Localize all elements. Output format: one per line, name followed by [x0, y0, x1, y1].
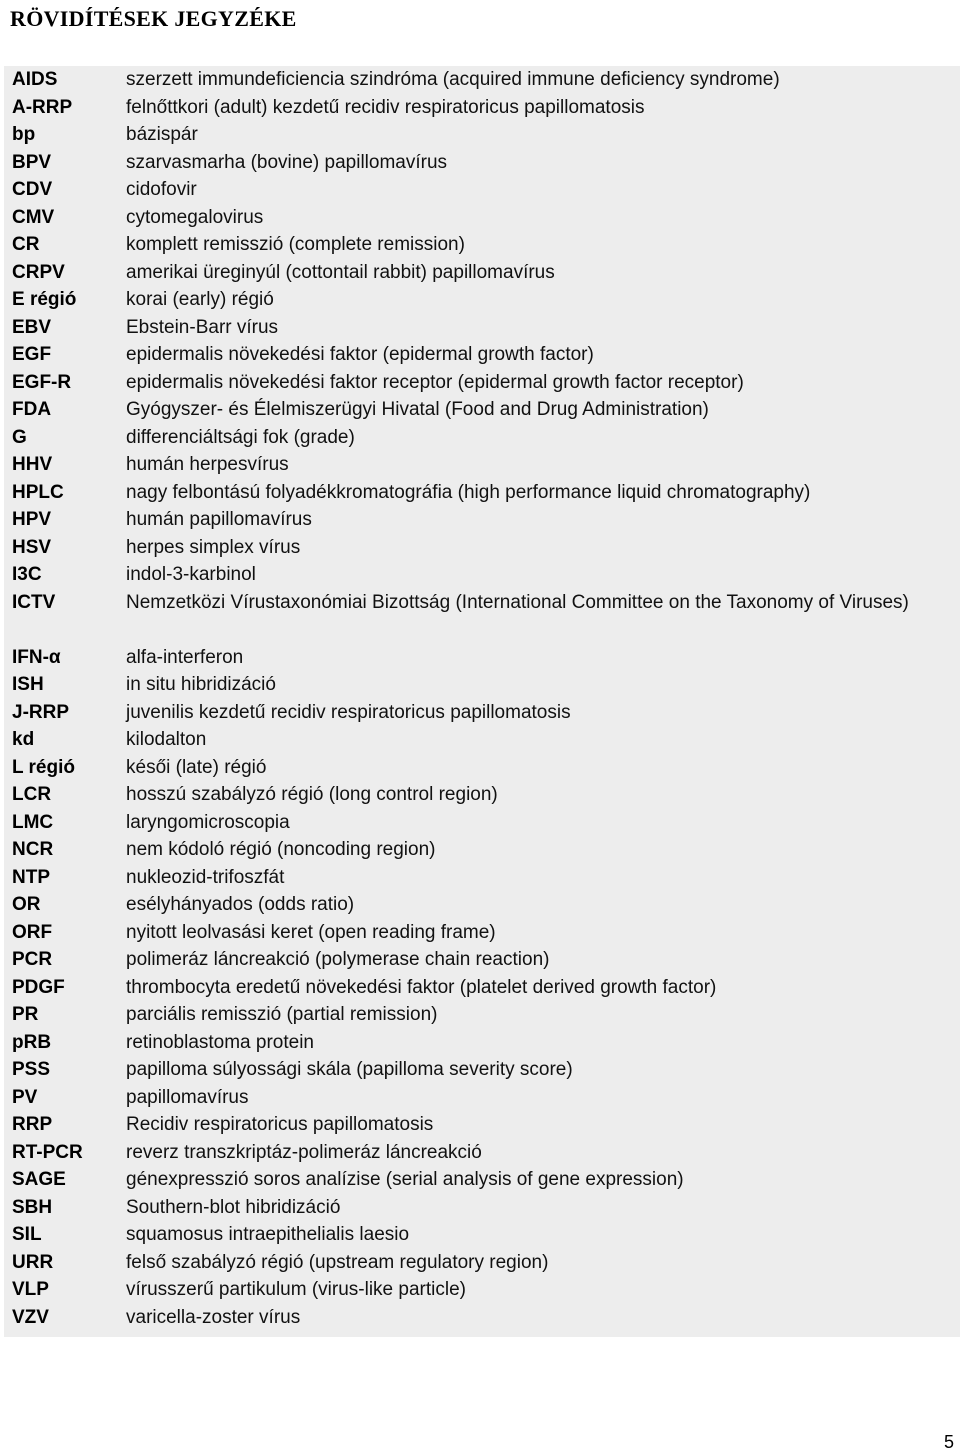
- abbreviation-definition: humán herpesvírus: [126, 454, 289, 475]
- abbreviation-definition: korai (early) régió: [126, 289, 274, 310]
- abbreviation-definition: vírusszerű partikulum (virus-like particle): [126, 1279, 466, 1300]
- abbreviation: SIL: [12, 1224, 42, 1245]
- table-row: [4, 781, 960, 809]
- abbreviation-definition: Recidiv respiratoricus papillomatosis: [126, 1114, 434, 1135]
- abbreviation-definition: differenciáltsági fok (grade): [126, 426, 355, 448]
- table-row: [4, 314, 960, 342]
- abbreviation-definition: Nemzetközi Vírustaxonómiai Bizottság (International Committee on the Taxonomy of Viruses): [126, 591, 909, 613]
- table-row: [4, 1029, 960, 1057]
- abbreviation: URR: [12, 1251, 54, 1273]
- abbreviation: HPV: [12, 509, 52, 530]
- abbreviation: PSS: [12, 1059, 51, 1080]
- abbreviation: AIDS: [12, 69, 58, 90]
- abbreviation: EGF: [12, 344, 52, 365]
- table-row: [4, 286, 960, 314]
- page-title: RÖVIDÍTÉSEK JEGYZÉKE: [10, 6, 297, 31]
- abbreviation: CDV: [12, 179, 53, 200]
- abbreviation: I3C: [12, 564, 42, 585]
- abbreviation-definition: herpes simplex vírus: [126, 536, 301, 558]
- table-row: [4, 1001, 960, 1029]
- table-row: [4, 204, 960, 232]
- abbreviation-definition: cytomegalovirus: [126, 206, 264, 228]
- abbreviation-definition: epidermalis növekedési faktor receptor (epidermal growth factor receptor): [126, 371, 744, 393]
- abbreviation-definition: laryngomicroscopia: [126, 811, 290, 833]
- abbreviation: RRP: [12, 1114, 53, 1135]
- abbreviation-table: [4, 66, 960, 1337]
- abbreviation-definition: nukleozid-trifoszfát: [126, 866, 285, 888]
- abbreviation: PV: [12, 1086, 38, 1108]
- abbreviation: ICTV: [12, 591, 56, 613]
- abbreviation: ISH: [12, 674, 44, 695]
- abbreviation: VLP: [12, 1279, 49, 1300]
- abbreviation-definition: varicella-zoster vírus: [126, 1306, 301, 1328]
- abbreviation-definition: in situ hibridizáció: [126, 674, 276, 695]
- table-row: [4, 974, 960, 1002]
- table-row: [4, 1221, 960, 1249]
- table-row: [4, 424, 960, 452]
- abbreviation-definition: szarvasmarha (bovine) papillomavírus: [126, 151, 448, 173]
- abbreviation-definition: nagy felbontású folyadékkromatográfia (high performance liquid chromatography): [126, 481, 811, 503]
- abbreviation-definition: felnőttkori (adult) kezdetű recidiv respiratoricus papillomatosis: [126, 96, 645, 118]
- table-row: [4, 891, 960, 919]
- table-row: [4, 809, 960, 837]
- abbreviation: pRB: [12, 1031, 52, 1053]
- abbreviation-definition: késői (late) régió: [126, 756, 267, 778]
- abbreviation-definition: humán papillomavírus: [126, 509, 312, 530]
- abbreviation-definition: squamosus intraepithelialis laesio: [126, 1224, 410, 1245]
- abbreviation: PDGF: [12, 976, 65, 998]
- table-row: [4, 1056, 960, 1084]
- abbreviation: PCR: [12, 949, 53, 970]
- abbreviation: E régió: [12, 289, 77, 310]
- abbreviation-definition: génexpresszió soros analízise (serial analysis of gene expression): [126, 1169, 684, 1190]
- table-row: [4, 561, 960, 589]
- table-row: [4, 534, 960, 562]
- abbreviation: HHV: [12, 454, 53, 475]
- abbreviation-definition: thrombocyta eredetű növekedési faktor (platelet derived growth factor): [126, 976, 717, 998]
- table-row: [4, 149, 960, 177]
- abbreviation-definition: esélyhányados (odds ratio): [126, 894, 355, 915]
- abbreviation-definition: nem kódoló régió (noncoding region): [126, 839, 436, 860]
- table-row: [4, 1249, 960, 1277]
- table-row: [4, 1111, 960, 1139]
- abbreviation: EGF-R: [12, 371, 72, 393]
- table-row: [4, 919, 960, 947]
- abbreviation: PR: [12, 1004, 39, 1025]
- abbreviation-definition: alfa-interferon: [126, 646, 244, 668]
- abbreviation-definition: papilloma súlyossági skála (papilloma severity score): [126, 1059, 573, 1080]
- abbreviation: CMV: [12, 206, 55, 228]
- table-row: [4, 836, 960, 864]
- abbreviation-definition: cidofovir: [126, 179, 197, 200]
- abbreviation: ORF: [12, 921, 53, 943]
- table-row: [4, 864, 960, 892]
- table-row: [4, 1304, 960, 1332]
- page-number: 5: [943, 1432, 954, 1452]
- table-row: [4, 451, 960, 479]
- table-row: [4, 506, 960, 534]
- abbreviation: A-RRP: [12, 96, 73, 118]
- abbreviation-definition: komplett remisszió (complete remission): [126, 234, 465, 255]
- abbreviation: NCR: [12, 839, 54, 860]
- table-row: [4, 1166, 960, 1194]
- abbreviation-definition: papillomavírus: [126, 1086, 249, 1108]
- abbreviation-definition: parciális remisszió (partial remission): [126, 1004, 438, 1025]
- abbreviation-definition: Southern-blot hibridizáció: [126, 1196, 341, 1218]
- table-row: [4, 589, 960, 644]
- abbreviation: OR: [12, 894, 41, 915]
- abbreviation: J-RRP: [12, 701, 70, 723]
- table-row: [4, 671, 960, 699]
- abbreviation: BPV: [12, 151, 52, 173]
- abbreviation-definition: felső szabályzó régió (upstream regulatory region): [126, 1251, 549, 1273]
- table-row: [4, 66, 960, 94]
- abbreviation-definition: reverz transzkriptáz-polimeráz láncreakció: [126, 1141, 482, 1163]
- table-row: [4, 396, 960, 424]
- table-row: [4, 259, 960, 287]
- abbreviation-definition: Gyógyszer- és Élelmiszerügyi Hivatal (Food and Drug Administration): [126, 399, 709, 420]
- table-row: [4, 1139, 960, 1167]
- abbreviation-definition: nyitott leolvasási keret (open reading frame): [126, 921, 496, 943]
- abbreviation: RT-PCR: [12, 1141, 83, 1163]
- table-row: [4, 479, 960, 507]
- table-row: [4, 644, 960, 672]
- abbreviation-definition: kilodalton: [126, 729, 207, 750]
- abbreviation-definition: indol-3-karbinol: [126, 564, 256, 585]
- abbreviation-definition: epidermalis növekedési faktor (epidermal growth factor): [126, 344, 594, 365]
- table-row: [4, 699, 960, 727]
- table-row: [4, 341, 960, 369]
- abbreviation: SBH: [12, 1196, 53, 1218]
- abbreviation-definition: retinoblastoma protein: [126, 1031, 314, 1053]
- table-row: [4, 231, 960, 259]
- table-row: [4, 946, 960, 974]
- abbreviation: CRPV: [12, 261, 65, 283]
- abbreviation: LMC: [12, 811, 54, 833]
- abbreviation: NTP: [12, 866, 50, 888]
- abbreviation: bp: [12, 124, 36, 145]
- abbreviation-definition: Ebstein-Barr vírus: [126, 316, 279, 338]
- abbreviation: SAGE: [12, 1169, 66, 1190]
- abbreviation: IFN-α: [12, 646, 61, 668]
- table-row: [4, 369, 960, 397]
- table-row: [4, 1084, 960, 1112]
- abbreviation-definition: juvenilis kezdetű recidiv respiratoricus papillomatosis: [126, 701, 571, 723]
- abbreviation: CR: [12, 234, 40, 255]
- table-row: [4, 1194, 960, 1222]
- abbreviation-definition: polimeráz láncreakció (polymerase chain reaction): [126, 949, 550, 970]
- abbreviation: HPLC: [12, 481, 64, 503]
- table-row: [4, 754, 960, 782]
- abbreviation: HSV: [12, 536, 52, 558]
- table-row: [4, 94, 960, 122]
- table-row: [4, 1276, 960, 1304]
- abbreviation: kd: [12, 729, 35, 750]
- abbreviation: FDA: [12, 399, 52, 420]
- table-row: [4, 121, 960, 149]
- abbreviation: LCR: [12, 784, 52, 805]
- abbreviation: EBV: [12, 316, 52, 338]
- abbreviation: G: [12, 426, 27, 448]
- abbreviation-definition: szerzett immundeficiencia szindróma (acquired immune deficiency syndrome): [126, 69, 780, 90]
- abbreviation: L régió: [12, 756, 75, 778]
- table-row: [4, 726, 960, 754]
- abbreviation-definition: bázispár: [126, 124, 198, 145]
- abbreviation-definition: amerikai üreginyúl (cottontail rabbit) papillomavírus: [126, 261, 555, 283]
- abbreviation-definition: hosszú szabályzó régió (long control region): [126, 784, 498, 805]
- table-row: [4, 176, 960, 204]
- abbreviation: VZV: [12, 1306, 49, 1328]
